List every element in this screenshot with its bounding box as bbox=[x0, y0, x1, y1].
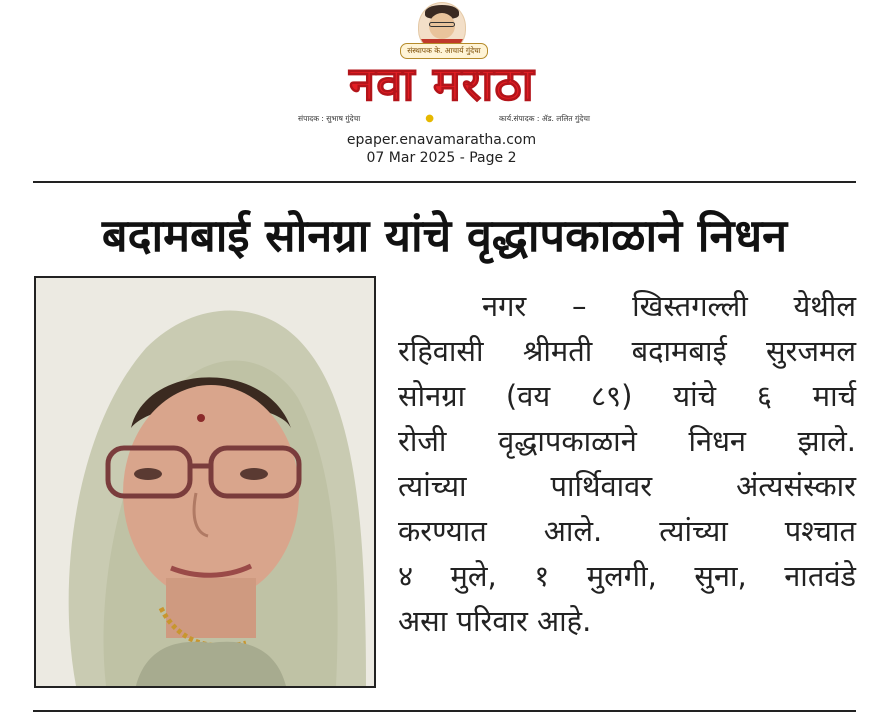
founder-ribbon: संस्थापक के. आचार्य गुंदेचा bbox=[400, 43, 488, 59]
top-divider bbox=[33, 181, 856, 183]
sun-emblem-icon: ● bbox=[425, 113, 434, 124]
body-line: असा परिवार आहे. bbox=[398, 604, 592, 638]
editor-credit: संपादक : सुभाष गुंदेचा bbox=[298, 114, 361, 123]
portrait-photo-illustration bbox=[36, 278, 374, 686]
body-line: सोनग्रा (वय ८९) यांचे ६ मार्च bbox=[398, 379, 856, 413]
newspaper-logo: नवा मराठा bbox=[349, 57, 535, 112]
body-line: करण्यात आले. त्यांच्या पश्चात bbox=[398, 514, 856, 548]
edition-date-page: 07 Mar 2025 - Page 2 bbox=[366, 150, 517, 166]
bottom-divider bbox=[33, 710, 856, 712]
article-photo bbox=[34, 276, 376, 688]
epaper-url: epaper.enavamaratha.com bbox=[346, 132, 537, 148]
article-headline: बदामबाई सोनग्रा यांचे वृद्धापकाळाने निधन bbox=[101, 209, 788, 262]
body-line: रोजी वृद्धापकाळाने निधन झाले. bbox=[398, 424, 856, 458]
masthead bbox=[0, 0, 883, 175]
body-line: रहिवासी श्रीमती बदामबाई सुरजमल bbox=[398, 334, 856, 368]
exec-editor-credit: कार्य.संपादक : ॲड. ललित गुंदेचा bbox=[499, 114, 590, 123]
body-line: ४ मुले, १ मुलगी, सुना, नातवंडे bbox=[398, 559, 856, 593]
article-body bbox=[398, 284, 856, 644]
body-line: नगर – खिस्तगल्ली येथील bbox=[482, 289, 856, 323]
masthead-tagline bbox=[298, 112, 590, 125]
body-line: त्यांच्या पार्थिवावर अंत्यसंस्कार bbox=[398, 469, 856, 503]
